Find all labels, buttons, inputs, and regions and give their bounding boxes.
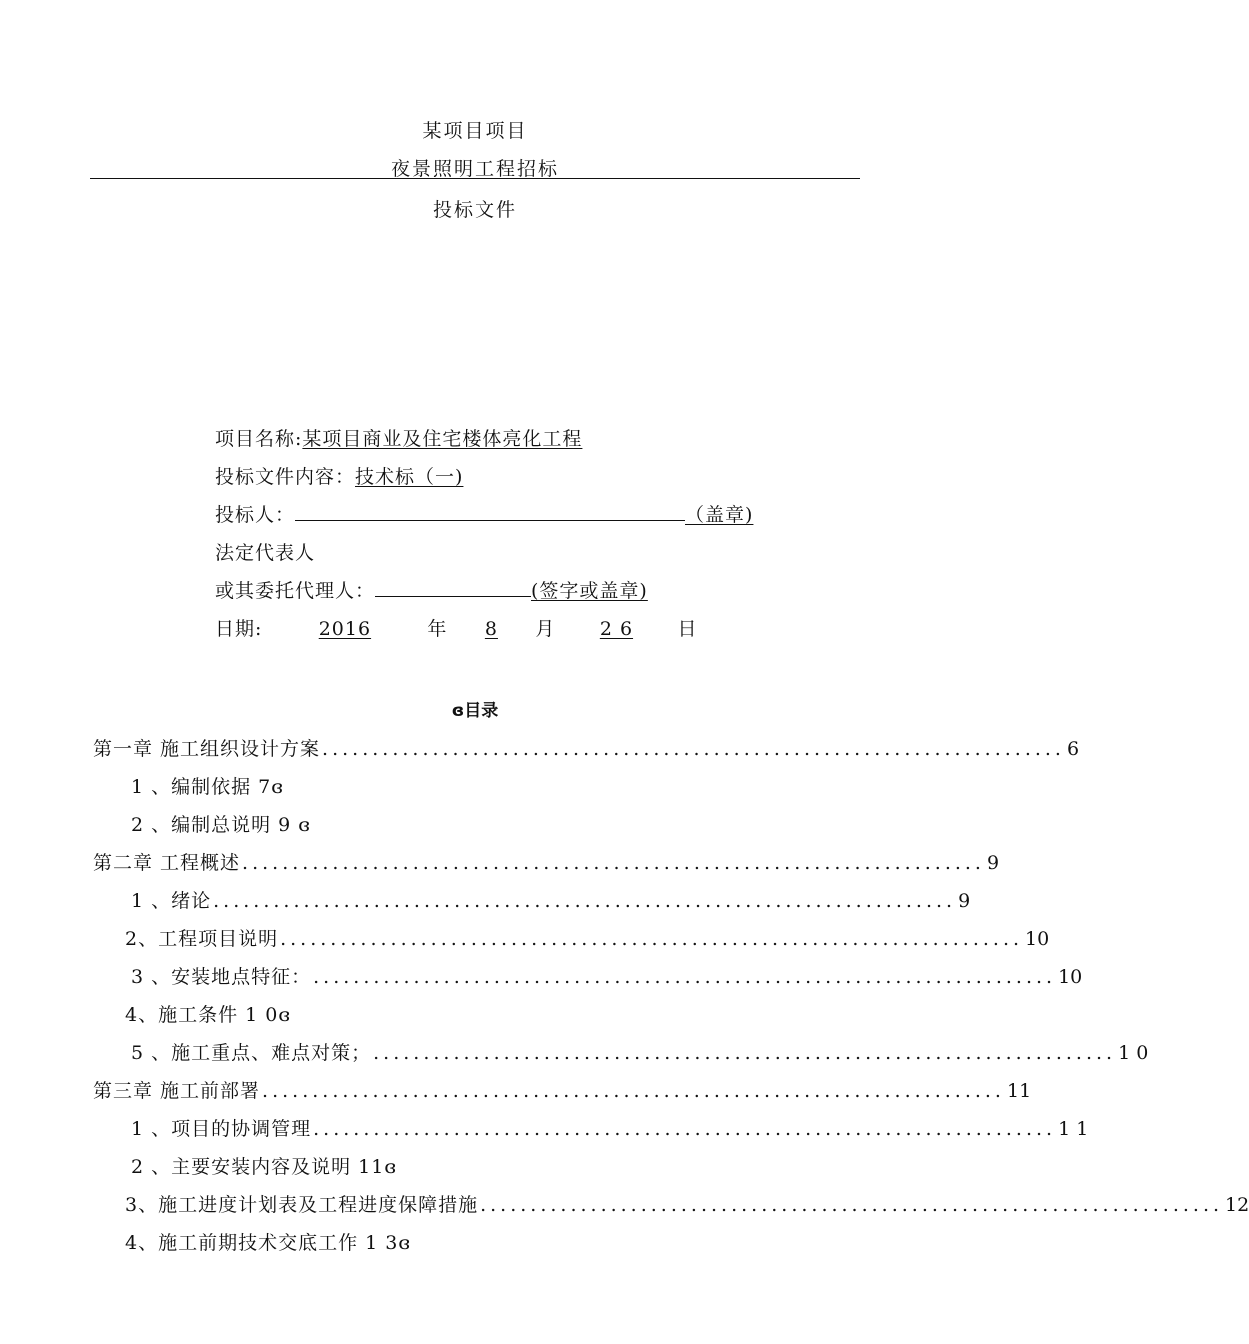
toc-entry-page: 10 — [1058, 966, 1083, 988]
toc-entry-text: 1 、编制依据 7ɞ — [131, 776, 284, 798]
legal-rep-label: 法定代表人 — [215, 542, 316, 564]
toc-entry-page: 6 — [1066, 738, 1080, 760]
toc-entry-page: 1 0 — [1118, 1042, 1149, 1064]
toc-entry[interactable] — [131, 1038, 1149, 1065]
toc-entry-page: 10 — [1025, 928, 1050, 950]
toc-entry-page: 9 — [958, 890, 971, 912]
toc-entry-page: 9 — [986, 852, 1000, 874]
toc-entry-text: 第一章 施工组织设计方案 — [93, 738, 321, 760]
content-row — [215, 462, 463, 489]
toc-entry-text: 4、施工条件 1 0ɞ — [125, 1004, 291, 1026]
toc-leader: .......................................................................... — [373, 1042, 1117, 1064]
toc-entry-page: 12 — [1225, 1194, 1249, 1216]
toc-entry[interactable] — [125, 1190, 1249, 1217]
toc-entry-text: 第三章 施工前部署 — [93, 1080, 261, 1102]
date-label: 日期: — [215, 618, 263, 640]
toc-entry-text: 5 、施工重点、难点对策； — [131, 1042, 372, 1064]
date-year-unit: 年 — [427, 618, 448, 640]
bidder-suffix: （盖章) — [685, 504, 754, 526]
toc-entry-text: 3 、安装地点特征： — [131, 966, 312, 988]
toc-entry[interactable] — [93, 734, 1080, 761]
agent-label: 或其委托代理人： — [215, 580, 376, 602]
cover-title-line1: 某项目项目 — [422, 120, 528, 142]
toc-leader: .......................................................................... — [480, 1194, 1224, 1216]
toc-entry-page: 1 1 — [1058, 1118, 1089, 1140]
legal-rep-row — [215, 538, 315, 565]
date-day: 2 6 — [599, 618, 634, 640]
toc-entry-text: 2、工程项目说明 — [125, 928, 279, 950]
date-year: 2016 — [318, 618, 372, 640]
toc-entry-page: 11 — [1006, 1080, 1032, 1102]
toc-title: ɞ目录 — [451, 701, 499, 721]
bidder-blank — [295, 519, 685, 521]
date-month: 8 — [484, 618, 498, 640]
toc-entry-text: 1 、项目的协调管理 — [131, 1118, 312, 1140]
cover-title-line3: 投标文件 — [432, 199, 517, 221]
toc-leader: .......................................................................... — [280, 928, 1024, 950]
agent-row — [215, 576, 648, 603]
date-row — [215, 614, 697, 641]
title-divider — [90, 178, 860, 179]
toc-entry[interactable] — [131, 1152, 397, 1179]
toc-leader: .......................................................................... — [313, 1118, 1057, 1140]
bidder-row — [215, 500, 753, 527]
toc-leader: .......................................................................... — [262, 1080, 1005, 1102]
project-name-label: 项目名称: — [215, 428, 303, 450]
toc-entry-text: 1 、绪论 — [131, 890, 212, 912]
toc-leader: .......................................................................... — [213, 890, 957, 912]
toc-entry[interactable] — [125, 1000, 291, 1027]
toc-entry-text: 4、施工前期技术交底工作 1 3ɞ — [125, 1232, 411, 1254]
bidder-label: 投标人： — [215, 504, 296, 526]
toc-entry[interactable] — [131, 772, 284, 799]
toc-entry-text: 第二章 工程概述 — [93, 852, 241, 874]
toc-entry[interactable] — [131, 1114, 1089, 1141]
date-day-unit: 日 — [677, 618, 698, 640]
date-month-unit: 月 — [535, 618, 556, 640]
toc-entry[interactable] — [131, 962, 1083, 989]
toc-entry[interactable] — [93, 1076, 1032, 1103]
toc-entry[interactable] — [131, 810, 311, 837]
toc-entry[interactable] — [125, 924, 1050, 951]
project-name-row — [215, 424, 582, 451]
toc-entry-text: 3、施工进度计划表及工程进度保障措施 — [125, 1194, 479, 1216]
agent-blank — [375, 595, 531, 597]
cover-title-line2: 夜景照明工程招标 — [390, 158, 559, 180]
toc-leader: .......................................................................... — [242, 852, 985, 874]
agent-suffix: (签字或盖章) — [531, 580, 648, 602]
project-name-value: 某项目商业及住宅楼体亮化工程 — [302, 428, 583, 450]
toc-leader: .......................................................................... — [313, 966, 1057, 988]
toc-entry[interactable] — [93, 848, 1000, 875]
toc-leader: .......................................................................... — [322, 738, 1065, 760]
toc-entry-text: 2 、编制总说明 9 ɞ — [131, 814, 311, 836]
toc-entry-text: 2 、主要安装内容及说明 11ɞ — [131, 1156, 397, 1178]
content-value: 技术标（一) — [355, 466, 464, 488]
toc-entry[interactable] — [125, 1228, 411, 1255]
toc-entry[interactable] — [131, 886, 971, 913]
content-label: 投标文件内容： — [215, 466, 356, 488]
